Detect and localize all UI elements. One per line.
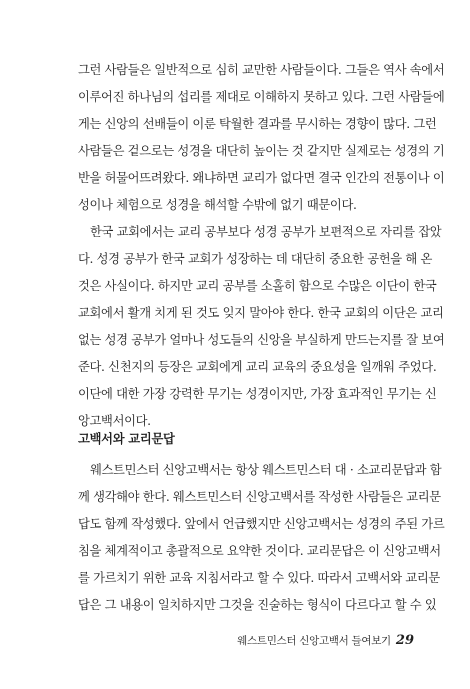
text-line: 이단에 대한 가장 강력한 무기는 성경이지만, 가장 효과적인 무기는 신 [78, 387, 437, 401]
page-footer [237, 631, 414, 649]
text-line: 께 생각해야 한다. 웨스트민스터 신앙고백서를 작성한 사람들은 교리문 [78, 490, 441, 504]
text-line: 답은 그 내용이 일치하지만 그것을 진술하는 형식이 다르다고 할 수 있 [78, 598, 437, 612]
running-title: 웨스트민스터 신앙고백서 들여보기 [237, 635, 391, 647]
text-line: 반을 허물어뜨려왔다. 왜냐하면 교리가 없다면 결국 인간의 전통이나 이 [78, 171, 445, 185]
text-line: 한국 교회에서는 교리 공부보다 성경 공부가 보편적으로 자리를 잡았 [90, 225, 442, 239]
text-line: 성이나 체험으로 성경을 해석할 수밖에 없기 때문이다. [78, 198, 357, 212]
text-line: 준다. 신천지의 등장은 교회에게 교리 교육의 중요성을 일깨워 주었다. [78, 360, 437, 374]
text-line: 그런 사람들은 일반적으로 심히 교만한 사람들이다. 그들은 역사 속에서 [78, 63, 445, 77]
text-line: 이루어진 하나님의 섭리를 제대로 이해하지 못하고 있다. 그런 사람들에 [78, 90, 445, 104]
text-line: 없는 성경 공부가 얼마나 성도들의 신앙을 부실하게 만드는지를 잘 보여 [78, 333, 445, 347]
section-heading: 고백서와 교리문답 [78, 432, 175, 446]
text-line: 게는 신앙의 선배들이 이룬 탁월한 결과를 무시하는 경향이 많다. 그런 [78, 117, 437, 131]
text-line: 웨스트민스터 신앙고백서는 항상 웨스트민스터 대 · 소교리문답과 함 [90, 463, 442, 477]
text-line: 침을 체계적이고 총괄적으로 요약한 것이다. 교리문답은 이 신앙고백서 [78, 544, 441, 558]
text-line: 앙고백서이다. [78, 414, 151, 428]
text-line: 답도 함께 작성했다. 앞에서 언급했지만 신앙고백서는 성경의 주된 가르 [78, 517, 445, 531]
text-line: 교회에서 활개 치게 된 것도 잊지 말아야 한다. 한국 교회의 이단은 교리 [78, 306, 444, 320]
text-line: 를 가르치기 위한 교육 지침서라고 할 수 있다. 따라서 고백서와 교리문 [78, 571, 440, 585]
text-line: 다. 성경 공부가 한국 교회가 성장하는 데 대단히 중요한 공헌을 해 온 [78, 252, 432, 266]
text-line: 것은 사실이다. 하지만 교리 공부를 소홀히 함으로 수많은 이단이 한국 [78, 279, 437, 293]
page-number: 29 [395, 633, 414, 648]
text-line: 사람들은 겉으로는 성경을 대단히 높이는 것 같지만 실제로는 성경의 기 [78, 144, 445, 158]
